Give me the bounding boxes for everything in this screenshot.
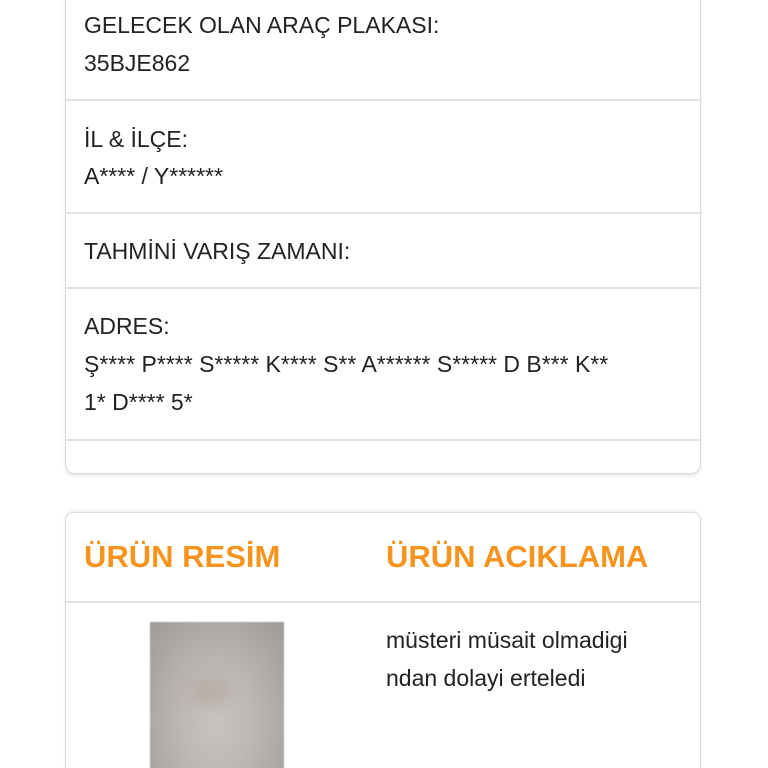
plate-row: [66, 0, 700, 101]
address-line-2: 1* D**** 5*: [84, 389, 193, 415]
eta-label: TAHMİNİ VARIŞ ZAMANI:: [84, 238, 351, 264]
product-description-line-1: müsteri müsait olmadigi: [386, 627, 628, 653]
product-table-header: [66, 513, 700, 603]
plate-label: GELECEK OLAN ARAÇ PLAKASI:: [84, 12, 440, 38]
product-description-line-2: ndan dolayi erteledi: [386, 665, 586, 691]
eta-row: [66, 214, 700, 289]
address-line-1: Ş**** P**** S***** K**** S** A****** S***** D B*** K**: [84, 351, 609, 377]
product-table-card: [65, 512, 701, 768]
address-value: [84, 345, 689, 421]
address-label: ADRES:: [84, 313, 170, 339]
product-photo[interactable]: [150, 622, 284, 768]
plate-value: 35BJE862: [84, 50, 191, 76]
header-product-description: ÜRÜN ACIKLAMA: [386, 539, 649, 574]
city-district-label: İL & İLÇE:: [84, 126, 188, 152]
product-description: [386, 621, 686, 697]
header-product-image: ÜRÜN RESİM: [84, 539, 281, 574]
address-row: [66, 289, 700, 441]
city-district-row: [66, 101, 700, 214]
city-district-value: A**** / Y******: [84, 163, 223, 189]
delivery-info-card: [65, 0, 701, 474]
